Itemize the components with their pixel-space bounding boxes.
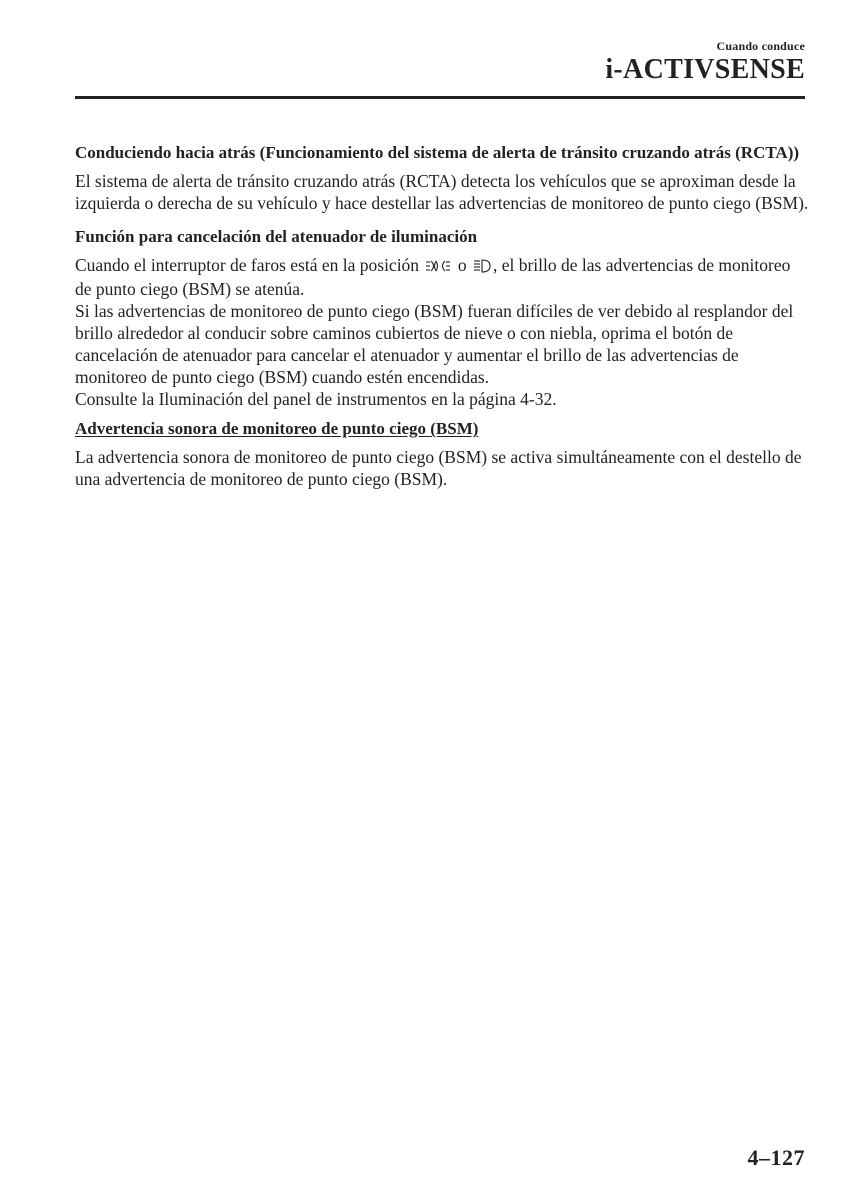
header-section-label: Cuando conduce [716,39,805,53]
headlight-icon [473,256,491,278]
header-rule [75,96,805,99]
dimmer-text-part1: Cuando el interruptor de faros está en la posición [75,255,420,275]
bsm-sound-heading: Advertencia sonora de monitoreo de punto ciego (BSM) [75,419,479,438]
parking-lights-icon [425,256,451,278]
dimmer-text-part2: , el brillo de las advertencias de monitoreo de punto ciego (BSM) se atenúa. [75,255,791,299]
dimmer-text-or: o [457,255,467,275]
dimmer-cancel-paragraph [75,254,810,410]
dimmer-text3: Consulte la Iluminación del panel de instrumentos en la página 4-32. [75,389,557,409]
dimmer-cancel-heading: Función para cancelación del atenuador de iluminación [75,227,478,246]
bsm-sound-paragraph: La advertencia sonora de monitoreo de punto ciego (BSM) se activa simultáneamente con el destello de una advertencia de monitoreo de punto ciego (BSM). [75,447,802,489]
page-number: 4–127 [747,1145,805,1170]
page-title: i-ACTIVSENSE [605,54,805,85]
rcta-heading: Conduciendo hacia atrás (Funcionamiento del sistema de alerta de tránsito cruzando atrás (RCTA)) [75,143,800,162]
dimmer-text2: Si las advertencias de monitoreo de punto ciego (BSM) fueran difíciles de ver debido al resplandor del brillo alrededor al conducir sobre caminos cubiertos de nieve o con niebla, oprima el botón de cancelación de atenuador para cancelar el atenuador y aumentar el brillo de las advertencias de monitoreo de punto ciego (BSM) cuando estén encendidas. [75,301,794,387]
rcta-paragraph: El sistema de alerta de tránsito cruzando atrás (RCTA) detecta los vehículos que se aproximan desde la izquierda o derecha de su vehículo y hace destellar las advertencias de monitoreo de punto ciego (BSM). [75,171,809,213]
main-content [75,142,810,490]
